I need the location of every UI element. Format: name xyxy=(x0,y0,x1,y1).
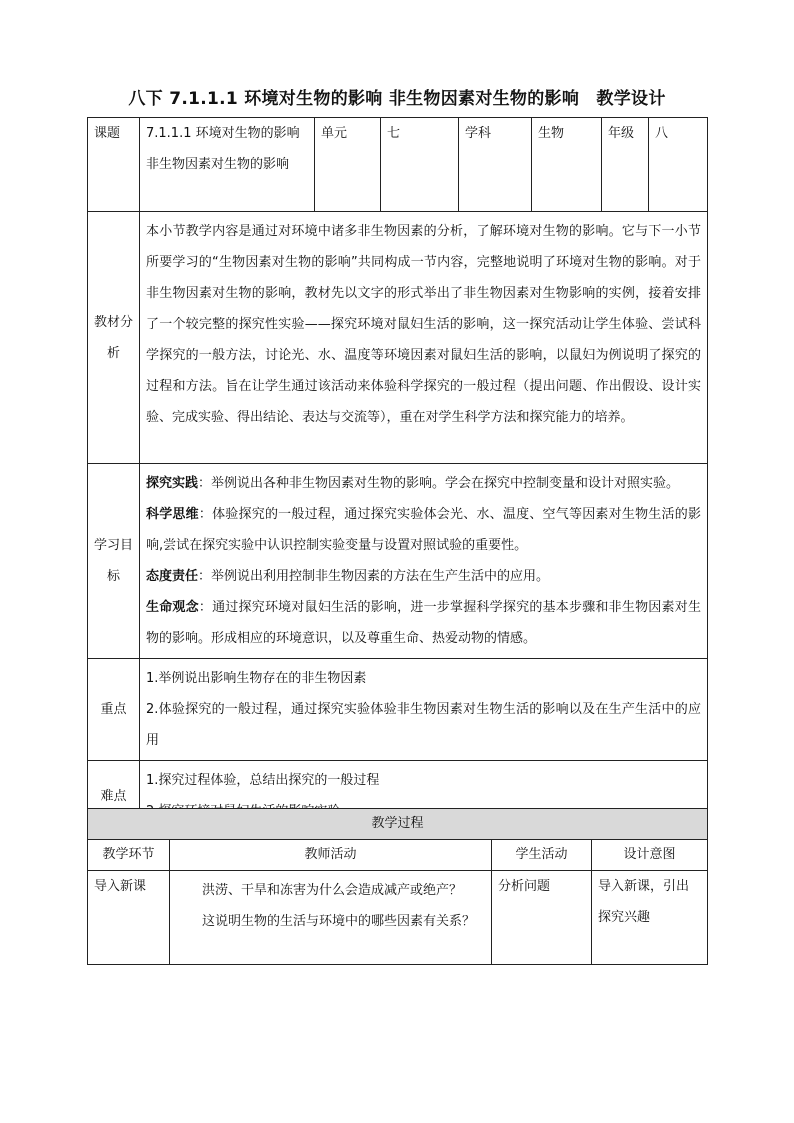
teacher-activity-line: 洪涝、干旱和冻害为什么会造成减产或绝产？ xyxy=(202,883,463,898)
goal-item: 态度责任：举例说出利用控制非生物因素的方法在生产生活中的应用。 xyxy=(146,569,550,584)
goal-body: 通过探究环境对鼠妇生活的影响，进一步掌握科学探究的基本步骤和非生物因素对生物的影响。形成相应的环境意识，以及尊重生命、热爱动物的情感。 xyxy=(146,600,701,646)
lesson-info-table xyxy=(87,117,708,832)
process-student-activity: 分析问题 xyxy=(492,871,592,965)
goal-item: 科学思维：体验探究的一般过程，通过探究实验体会光、水、温度、空气等因素对生物生活的影响,尝试在探究实验中认识控制实验变量与设置对照试验的重要性。 xyxy=(146,507,701,553)
process-header-teacher: 教师活动 xyxy=(170,840,492,871)
goal-head: 生命观念 xyxy=(146,600,199,615)
topic-value: 7.1.1.1 环境对生物的影响 非生物因素对生物的影响 xyxy=(140,118,315,212)
process-stage: 导入新课 xyxy=(88,871,170,965)
difficult-points-label: 难点 xyxy=(88,761,140,832)
topic-label: 课题 xyxy=(88,118,140,212)
process-header-intent: 设计意图 xyxy=(592,840,708,871)
unit-label: 单元 xyxy=(315,118,381,212)
analysis-label: 教材分析 xyxy=(88,212,140,464)
process-section-title: 教学过程 xyxy=(88,809,708,840)
goal-head: 探究实践 xyxy=(146,476,199,491)
process-header-student: 学生活动 xyxy=(492,840,592,871)
document-title: 八下 7.1.1.1 环境对生物的影响 非生物因素对生物的影响 教学设计 xyxy=(128,89,666,109)
table-row xyxy=(88,871,708,965)
goal-head: 科学思维 xyxy=(146,507,199,522)
grade-value: 八 xyxy=(649,118,708,212)
key-points-label: 重点 xyxy=(88,659,140,761)
goal-body: 举例说出各种非生物因素对生物的影响。学会在探究中控制变量和设计对照实验。 xyxy=(211,476,680,491)
process-design-intent: 导入新课，引出探究兴趣 xyxy=(592,871,708,965)
goal-item: 探究实践：举例说出各种非生物因素对生物的影响。学会在探究中控制变量和设计对照实验。 xyxy=(146,476,680,491)
teaching-process-table xyxy=(87,808,708,965)
subject-value: 生物 xyxy=(532,118,602,212)
key-point-item: 1.举例说出影响生物存在的非生物因素 xyxy=(146,671,367,686)
process-header-stage: 教学环节 xyxy=(88,840,170,871)
goal-body: 体验探究的一般过程，通过探究实验体会光、水、温度、空气等因素对生物生活的影响,尝试在探究实验中认识控制实验变量与设置对照试验的重要性。 xyxy=(146,507,701,553)
goals-label: 学习目标 xyxy=(88,464,140,659)
key-point-item: 2.体验探究的一般过程，通过探究实验体验非生物因素对生物生活的影响以及在生产生活中的应用 xyxy=(146,702,701,748)
unit-value: 七 xyxy=(381,118,459,212)
goal-item: 生命观念：通过探究环境对鼠妇生活的影响，进一步掌握科学探究的基本步骤和非生物因素对生物的影响。形成相应的环境意识，以及尊重生命、热爱动物的情感。 xyxy=(146,600,701,646)
difficult-point-item: 1.探究过程体验，总结出探究的一般过程 xyxy=(146,773,380,788)
goal-body: 举例说出利用控制非生物因素的方法在生产生活中的应用。 xyxy=(211,569,550,584)
key-points-list xyxy=(140,659,708,761)
subject-label: 学科 xyxy=(459,118,532,212)
teacher-activity-line: 这说明生物的生活与环境中的哪些因素有关系？ xyxy=(202,914,476,929)
goals-list xyxy=(140,464,708,659)
goal-head: 态度责任 xyxy=(146,569,199,584)
process-teacher-activity xyxy=(170,871,492,965)
grade-label: 年级 xyxy=(602,118,649,212)
analysis-text: 本小节教学内容是通过对环境中诸多非生物因素的分析，了解环境对生物的影响。它与下一小节所要学习的“生物因素对生物的影响”共同构成一节内容，完整地说明了环境对生物的影响。对于非生物因素对生物的影响，教材先以文字的形式举出了非生物因素对生物影响的实例，接着安排了一个较完整的探究性实验——探究环境对鼠妇生活的影响，这一探究活动让学生体验、尝试科学探究的一般方法，讨论光、水、温度等环境因素对鼠妇生活的影响，以鼠妇为例说明了探究的过程和方法。旨在让学生通过该活动来体验科学探究的一般过程（提出问题、作出假设、设计实验、完成实验、得出结论、表达与交流等），重在对学生科学方法和探究能力的培养。 xyxy=(140,212,708,464)
